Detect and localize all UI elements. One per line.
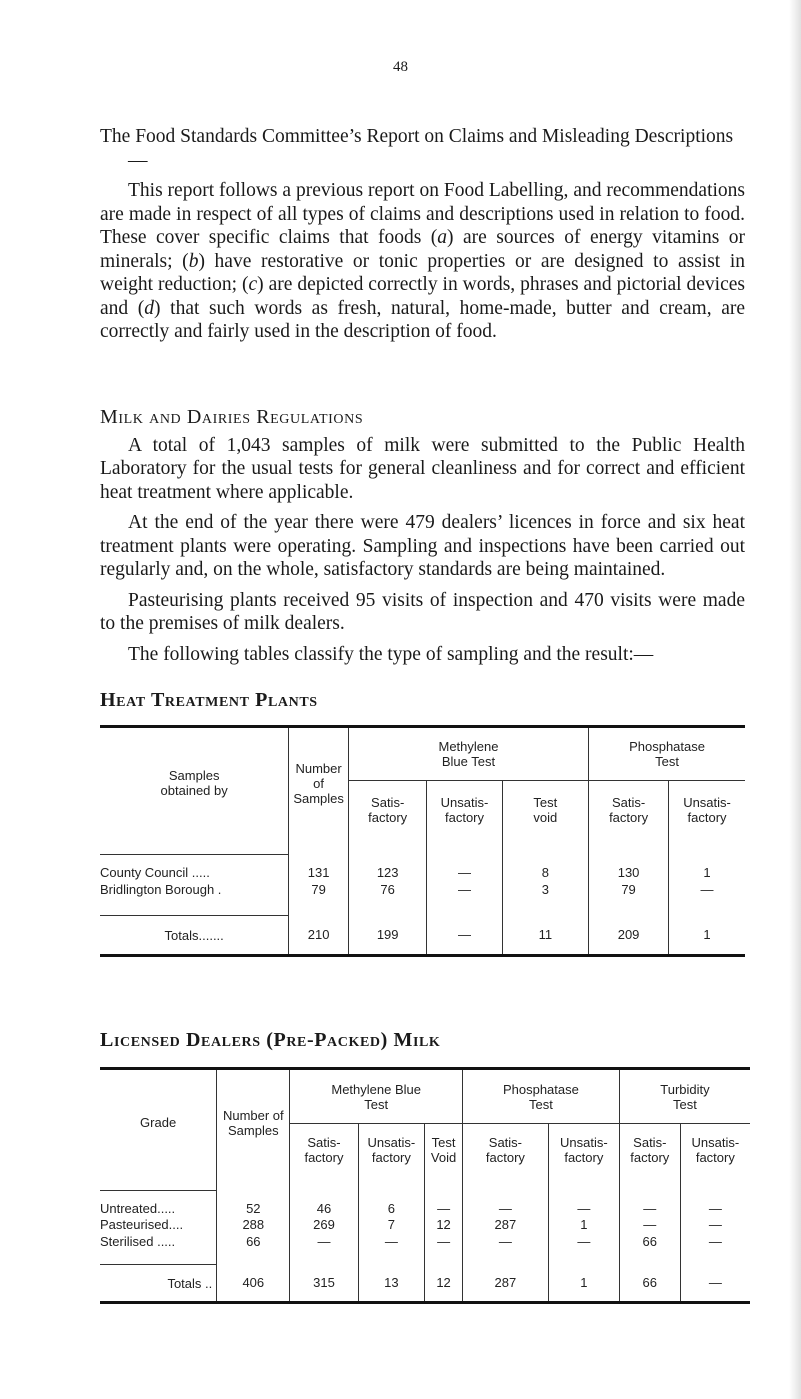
pasteurising-visits-paragraph: Pasteurising plants received 95 visits of inspection and 470 visits were made to the premises of milk dealers. (100, 589, 745, 634)
table-cell: 79 (289, 880, 349, 899)
section-standards-committee (100, 125, 745, 351)
table-cell: 1 (548, 1216, 619, 1233)
row-label: County Council ..... (100, 864, 210, 880)
subheader-ph-satisfactory: Satis- factory (589, 781, 669, 839)
table-row (100, 855, 745, 880)
page-number: 48 (393, 59, 408, 75)
table-cell: 130 (589, 855, 669, 880)
licensed-dealers-table (100, 1067, 750, 1304)
table-cell: 46 (290, 1191, 358, 1216)
totals-label: Totals....... (164, 927, 224, 943)
table-cell: — (619, 1191, 680, 1216)
table-cell: 12 (425, 1216, 463, 1233)
col-header-samples-obtained: Samples obtained by (160, 768, 228, 799)
subheader-mb-unsatisfactory: Unsatis- factory (358, 1124, 425, 1176)
totals-row (100, 916, 745, 956)
page-edge-shadow (789, 0, 801, 1399)
table-cell: 209 (589, 916, 669, 956)
table-cell: 12 (425, 1265, 463, 1303)
row-label: Pasteurised.... (100, 1216, 184, 1232)
col-header-methylene-blue: Methylene Blue Test (290, 1069, 463, 1124)
table-cell: 66 (619, 1233, 680, 1250)
table-cell: 315 (290, 1265, 358, 1303)
subheader-ph-satisfactory: Satis- factory (462, 1124, 548, 1176)
table-cell: — (427, 880, 502, 899)
table-cell: 1 (669, 855, 745, 880)
committee-report-paragraph: This report follows a previous report on Food Labelling, and recommendations are made in respect of all types of claims and descriptions used in relation to food. These cover specific claims that foods (a) are sources of energy vitamins or minerals; (b) have restorative or tonic properties or are designed to assist in weight reduction; (c) are depicted correctly in words, phrases and pictorial devices and (d) that such words as fresh, natural, home-made, butter and cream, are correctly and fairly used in the description of food. (100, 180, 745, 342)
subheader-ph-unsatisfactory: Unsatis- factory (548, 1124, 619, 1176)
row-label: Untreated..... (100, 1200, 176, 1216)
tables-intro-paragraph: The following tables classify the type of sampling and the result:— (128, 643, 654, 665)
table-cell: — (680, 1233, 750, 1250)
table-row (100, 1233, 750, 1250)
table-cell: 406 (217, 1265, 290, 1303)
totals-row (100, 1265, 750, 1303)
milk-samples-paragraph: A total of 1,043 samples of milk were submitted to the Public Health Laboratory for the usual tests for general cleanliness and for correct and efficient heat treatment where applicable. (100, 434, 745, 503)
heat-treatment-heading: Heat Treatment Plants (100, 689, 318, 711)
subheader-mb-satisfactory: Satis- factory (290, 1124, 358, 1176)
table-cell: — (427, 855, 502, 880)
table-cell: — (425, 1191, 463, 1216)
table-cell: 1 (548, 1265, 619, 1303)
col-header-phosphatase: Phosphatase Test (589, 727, 745, 781)
table-cell: — (290, 1233, 358, 1250)
row-label: Bridlington Borough . (100, 881, 222, 897)
subheader-tb-unsatisfactory: Unsatis- factory (680, 1124, 750, 1176)
table-cell: 6 (358, 1191, 425, 1216)
table-cell: — (680, 1191, 750, 1216)
table-cell: — (669, 880, 745, 899)
table-cell: — (427, 916, 502, 956)
col-header-methylene-blue: Methylene Blue Test (348, 727, 588, 781)
table-cell: — (425, 1233, 463, 1250)
table-cell: 7 (358, 1216, 425, 1233)
col-header-number-of-samples: Number of Samples (217, 1069, 290, 1176)
table-cell: 269 (290, 1216, 358, 1233)
table-row (100, 880, 745, 899)
col-header-grade: Grade (140, 1115, 177, 1131)
table-cell: 13 (358, 1265, 425, 1303)
table-row (100, 1191, 750, 1216)
table-cell: 123 (348, 855, 427, 880)
table-cell: 1 (669, 916, 745, 956)
subheader-mb-unsatisfactory: Unsatis- factory (427, 781, 502, 839)
subheader-ph-unsatisfactory: Unsatis- factory (669, 781, 745, 839)
table-cell: — (680, 1265, 750, 1303)
table-cell: — (619, 1216, 680, 1233)
col-header-phosphatase: Phosphatase Test (462, 1069, 619, 1124)
table-cell: 8 (502, 855, 589, 880)
table-cell: 3 (502, 880, 589, 899)
subheader-tb-satisfactory: Satis- factory (619, 1124, 680, 1176)
table-cell: — (680, 1216, 750, 1233)
table-cell: 210 (289, 916, 349, 956)
committee-report-title: The Food Standards Committee’s Report on Claims and Misleading Descriptions— (100, 126, 734, 171)
table-row (100, 1216, 750, 1233)
licensed-dealers-heading: Licensed Dealers (Pre-Packed) Milk (100, 1029, 441, 1051)
table-cell: — (462, 1233, 548, 1250)
table-cell: 288 (217, 1216, 290, 1233)
table-cell: 11 (502, 916, 589, 956)
table-cell: 199 (348, 916, 427, 956)
table-cell: 66 (217, 1233, 290, 1250)
totals-label: Totals .. (167, 1275, 213, 1291)
col-header-number-of-samples: Number of Samples (289, 727, 349, 839)
dealers-licences-paragraph: At the end of the year there were 479 dealers’ licences in force and six heat treatment plants were operating. Sampling and inspections have been carried out regularly and, on the whole, satisfactory standards are being maintained. (100, 512, 745, 580)
subheader-mb-satisfactory: Satis- factory (348, 781, 427, 839)
table-cell: — (462, 1191, 548, 1216)
subheader-mb-test-void: Test void (502, 781, 589, 839)
section-milk-dairies (100, 406, 745, 673)
table-cell: — (358, 1233, 425, 1250)
row-label: Sterilised ..... (100, 1233, 176, 1249)
heat-treatment-table (100, 725, 745, 957)
table-cell: 76 (348, 880, 427, 899)
table-cell: 79 (589, 880, 669, 899)
table-cell: 287 (462, 1265, 548, 1303)
subheader-mb-test-void: Test Void (425, 1124, 463, 1176)
table-cell: 66 (619, 1265, 680, 1303)
table-cell: — (548, 1191, 619, 1216)
milk-dairies-heading: Milk and Dairies Regulations (100, 406, 364, 428)
table-cell: 131 (289, 855, 349, 880)
col-header-turbidity: Turbidity Test (619, 1069, 750, 1124)
table-cell: — (548, 1233, 619, 1250)
table-cell: 287 (462, 1216, 548, 1233)
table-cell: 52 (217, 1191, 290, 1216)
